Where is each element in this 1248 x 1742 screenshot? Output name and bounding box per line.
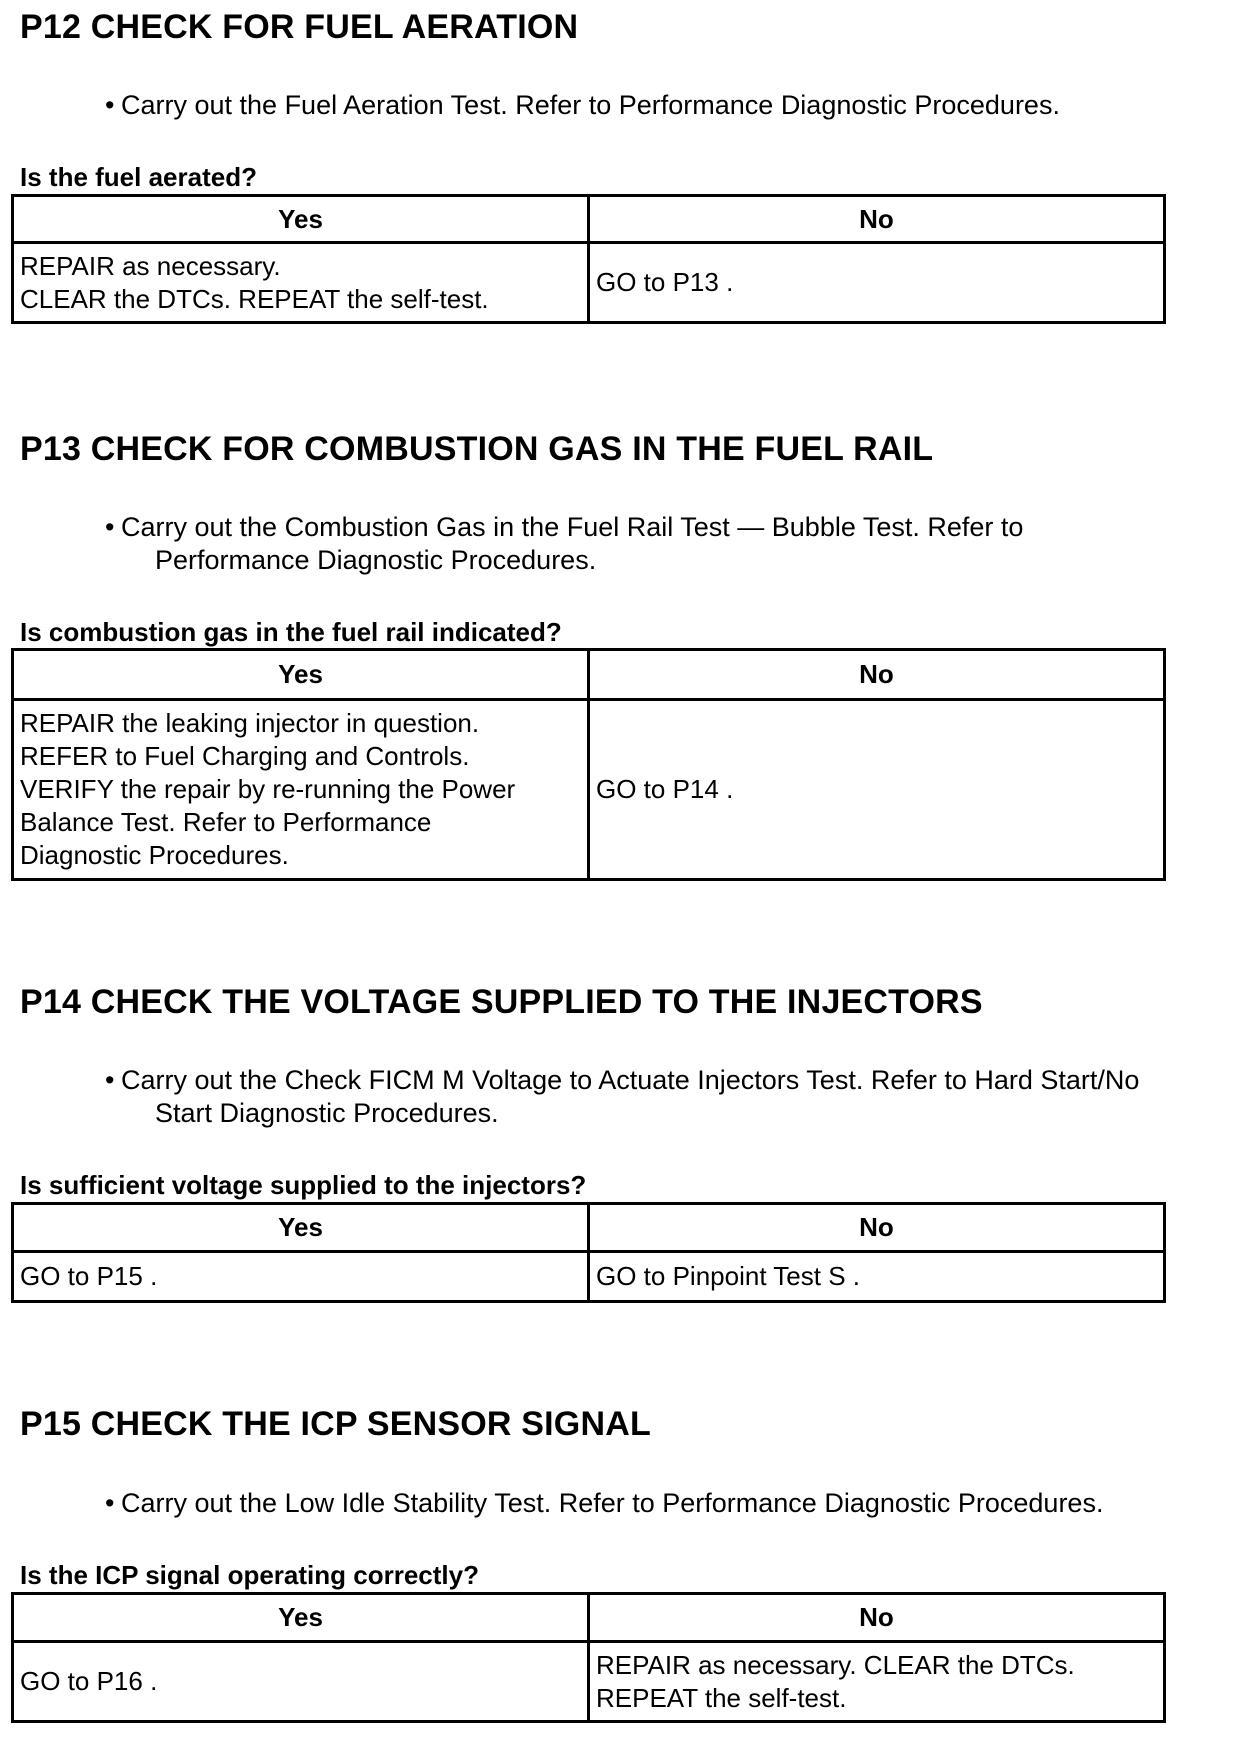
section-title: P13 CHECK FOR COMBUSTION GAS IN THE FUEL RAIL — [20, 430, 934, 468]
section-title: P14 CHECK THE VOLTAGE SUPPLIED TO THE INJECTORS — [20, 983, 983, 1021]
answer-table — [11, 1592, 1166, 1723]
cell-line: REFER to Fuel Charging and Controls. — [20, 741, 470, 771]
yes-cell — [13, 1252, 589, 1302]
question-text: Is combustion gas in the fuel rail indicated? — [20, 617, 562, 647]
table-row — [13, 1642, 1165, 1722]
bullet-text: Carry out the Fuel Aeration Test. Refer to Performance Diagnostic Procedures. — [121, 90, 1060, 120]
yes-cell — [13, 243, 589, 323]
cell-line: VERIFY the repair by re-running the Power — [20, 774, 516, 804]
bullet-text-continued: Performance Diagnostic Procedures. — [155, 545, 597, 575]
question-text: Is the ICP signal operating correctly? — [20, 1560, 479, 1590]
instruction-bullet — [105, 1064, 1225, 1130]
cell-line: GO to P16 . — [20, 1666, 158, 1696]
no-cell — [589, 243, 1165, 323]
yes-cell — [13, 700, 589, 880]
table-row — [13, 243, 1165, 323]
cell-line: GO to P14 . — [596, 774, 734, 804]
cell-line: REPAIR as necessary. CLEAR the DTCs. — [596, 1649, 1075, 1680]
bullet-marker: • — [105, 1488, 115, 1518]
cell-line: REPAIR as necessary. — [20, 250, 281, 281]
cell-line: Balance Test. Refer to Performance — [20, 807, 432, 837]
answer-table — [11, 1202, 1166, 1303]
table-header-row — [13, 650, 1165, 700]
bullet-text-continued: Start Diagnostic Procedures. — [155, 1098, 499, 1128]
yes-header: Yes — [13, 1594, 589, 1642]
cell-line: GO to P15 . — [20, 1261, 158, 1291]
yes-header: Yes — [13, 650, 589, 700]
question-text: Is sufficient voltage supplied to the injectors? — [20, 1170, 587, 1200]
table-row — [13, 1252, 1165, 1302]
no-header: No — [589, 196, 1165, 243]
cell-line: GO to Pinpoint Test S . — [596, 1261, 860, 1291]
bullet-text: Carry out the Check FICM M Voltage to Actuate Injectors Test. Refer to Hard Start/No — [121, 1065, 1140, 1095]
question-text: Is the fuel aerated? — [20, 162, 257, 192]
section-title: P12 CHECK FOR FUEL AERATION — [20, 8, 579, 46]
yes-header: Yes — [13, 196, 589, 243]
instruction-bullet — [105, 511, 1225, 577]
bullet-text: Carry out the Low Idle Stability Test. Refer to Performance Diagnostic Procedures. — [121, 1488, 1104, 1518]
yes-cell — [13, 1642, 589, 1722]
cell-line: REPAIR the leaking injector in question. — [20, 708, 480, 738]
instruction-bullet — [105, 1487, 1225, 1520]
cell-line: GO to P13 . — [596, 267, 734, 297]
no-header: No — [589, 650, 1165, 700]
cell-line: CLEAR the DTCs. REPEAT the self-test. — [20, 283, 489, 314]
instruction-bullet — [105, 89, 1225, 122]
bullet-marker: • — [105, 90, 115, 120]
bullet-text: Carry out the Combustion Gas in the Fuel Rail Test — Bubble Test. Refer to — [121, 512, 1024, 542]
cell-line: Diagnostic Procedures. — [20, 840, 289, 870]
table-header-row — [13, 196, 1165, 243]
section-title: P15 CHECK THE ICP SENSOR SIGNAL — [20, 1405, 651, 1443]
cell-line: REPEAT the self-test. — [596, 1682, 847, 1713]
answer-table — [11, 194, 1166, 324]
no-header: No — [589, 1594, 1165, 1642]
table-row — [13, 700, 1165, 880]
answer-table — [11, 648, 1166, 881]
bullet-marker: • — [105, 512, 115, 542]
no-header: No — [589, 1204, 1165, 1252]
yes-header: Yes — [13, 1204, 589, 1252]
table-header-row — [13, 1204, 1165, 1252]
no-cell — [589, 1252, 1165, 1302]
no-cell — [589, 1642, 1165, 1722]
no-cell — [589, 700, 1165, 880]
bullet-marker: • — [105, 1065, 115, 1095]
table-header-row — [13, 1594, 1165, 1642]
